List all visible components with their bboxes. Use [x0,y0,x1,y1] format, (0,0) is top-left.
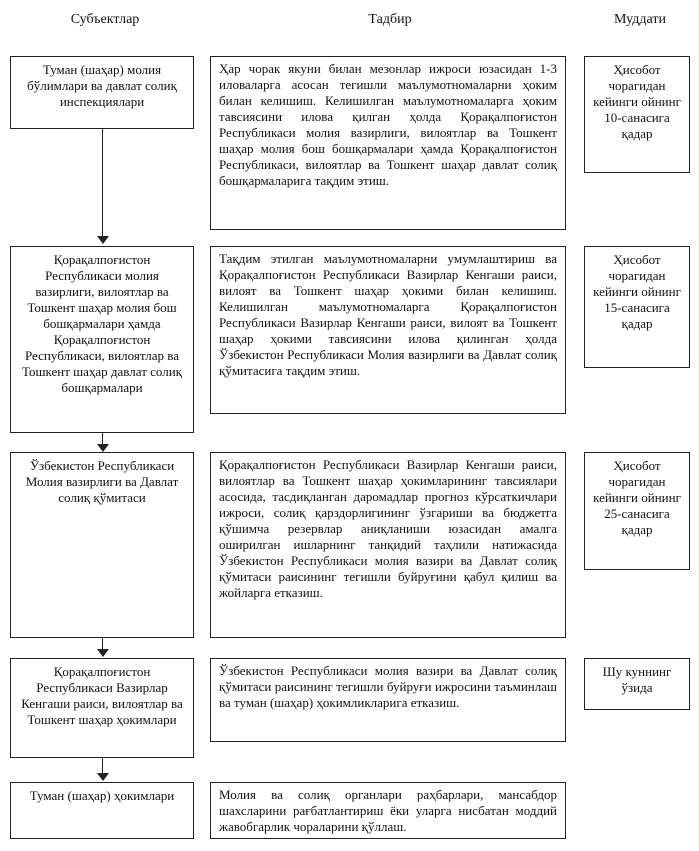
deadline-box-2: Ҳисобот чорагидан кейинги ойнинг 15-санасига қадар [584,246,690,368]
arrow-3-head [97,649,109,657]
subject-box-2: Қорақалпоғистон Республикаси молия вазирлиги, вилоятлар ва Тошкент шаҳар молия бош бошқармалари ҳамда Қорақалпоғистон Республикаси, вилоятлар ва Тошкент шаҳар давлат солиқ бошқармалари [10,246,194,433]
action-box-3: Қорақалпоғистон Республикаси Вазирлар Кенгаши раиси, вилоятлар ва Тошкент шаҳар ҳокимларининг тавсиялари асосида, тасдиқланган даромадлар прогноз кўрсаткичлари ижроси, солиқ қарздорлигининг ўзгариши ва бюджетга қўшимча резервлар аниқланиши юзасидан амалга оширилган ишларнинг танқидий таҳлили натижасида Ўзбекистон Республикаси молия вазири ва Давлат солиқ қўмитаси раисининг тегишли буйруғини қабул қилиш ва жойларга етказиш. [210,452,566,638]
action-box-1: Ҳар чорак якуни билан мезонлар ижроси юзасидан 1-3 иловаларга асосан тегишли маълумотномаларни ҳоким билан келишиш. Келишилган маълумотномаларга ҳоким тавсиясини илова қилган ҳолда Қорақалпоғистон Республикаси молия вазирлиги, вилоятлар ва Тошкент шаҳар молия бош бошқармалари ҳамда Қорақалпоғистон Республикаси, вилоятлар ва Тошкент шаҳар давлат солиқ бошқармаларига тақдим этиш. [210,56,566,230]
action-box-4: Ўзбекистон Республикаси молия вазири ва Давлат солиқ қўмитаси раисининг тегишли буйруғи ижросини таъминлаш ва туман (шаҳар) ҳокимликларига етказиш. [210,658,566,742]
deadline-box-3: Ҳисобот чорагидан кейинги ойнинг 25-санасига қадар [584,452,690,570]
header-action: Тадбир [368,12,412,27]
arrow-2-head [97,444,109,452]
subject-box-1: Туман (шаҳар) молия бўлимлари ва давлат солиқ инспекциялари [10,56,194,129]
deadline-box-4: Шу куннинг ўзида [584,658,690,710]
subject-box-3: Ўзбекистон Республикаси Молия вазирлиги ва Давлат солиқ қўмитаси [10,452,194,638]
arrow-4 [102,758,103,774]
arrow-4-head [97,773,109,781]
action-box-2: Тақдим этилган маълумотномаларни умумлаштириш ва Қорақалпоғистон Республикаси Вазирлар Кенгаши раиси, вилоят ва Тошкент шаҳар ҳокими билан келишиш. Келишилган маълумотномаларга Қорақалпоғистон Республикаси Вазирлар Кенгаши раиси, вилоят ва Тошкент шаҳар ҳокими тавсиясини илова қилинган ҳолда Ўзбекистон Республикаси Молия вазирлиги ва Давлат солиқ қўмитасига тақдим этиш. [210,246,566,414]
subject-box-4: Қорақалпоғистон Республикаси Вазирлар Кенгаши раиси, вилоятлар ва Тошкент шаҳар ҳокимлари [10,658,194,758]
arrow-1-head [97,236,109,244]
action-box-5: Молия ва солиқ органлари раҳбарлари, мансабдор шахсларини рағбатлантириш ёки уларга нисбатан моддий жавобгарлик чораларини қўллаш. [210,782,566,839]
header-subjects: Субъектлар [70,12,140,27]
deadline-box-1: Ҳисобот чорагидан кейинги ойнинг 10-санасига қадар [584,56,690,173]
header-deadline: Муддати [614,12,666,27]
subject-box-5: Туман (шаҳар) ҳокимлари [10,782,194,839]
arrow-1 [102,129,103,237]
